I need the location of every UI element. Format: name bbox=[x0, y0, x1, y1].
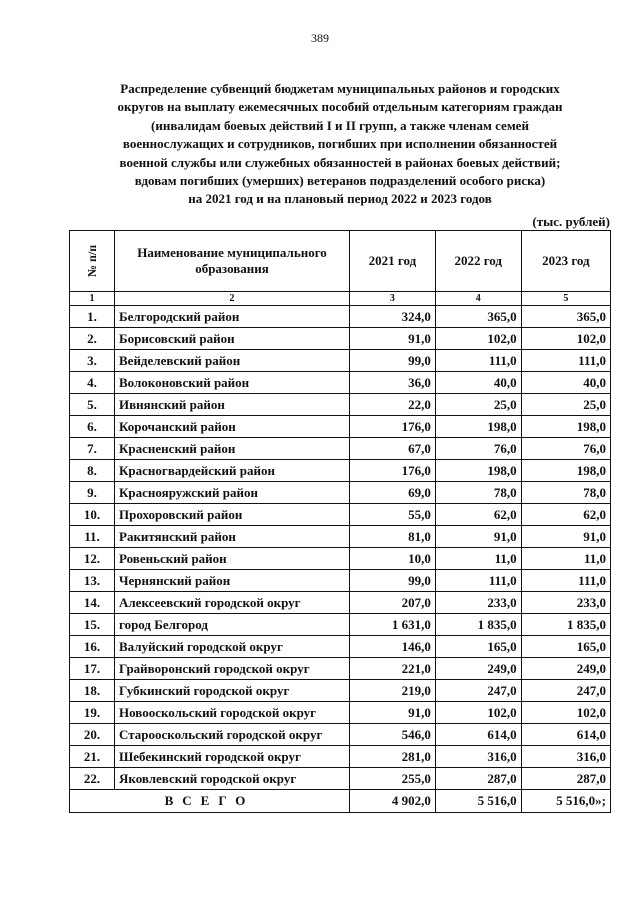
row-number: 8. bbox=[70, 460, 115, 482]
header-row bbox=[70, 231, 611, 292]
header-name bbox=[115, 231, 350, 292]
row-value-2021: 99,0 bbox=[350, 350, 436, 372]
row-name: Вейделевский район bbox=[115, 350, 350, 372]
row-number: 20. bbox=[70, 724, 115, 746]
row-value-2021: 281,0 bbox=[350, 746, 436, 768]
header-name-line: Наименование муниципального bbox=[137, 245, 327, 260]
row-value-2023: 102,0 bbox=[521, 328, 610, 350]
row-value-2023: 25,0 bbox=[521, 394, 610, 416]
table-row bbox=[70, 570, 611, 592]
row-name: Шебекинский городской округ bbox=[115, 746, 350, 768]
row-name: Яковлевский городской округ bbox=[115, 768, 350, 790]
header-2023: 2023 год bbox=[521, 231, 610, 292]
total-2022: 5 516,0 bbox=[435, 790, 521, 813]
row-value-2023: 233,0 bbox=[521, 592, 610, 614]
row-value-2023: 62,0 bbox=[521, 504, 610, 526]
total-label: ВСЕГО bbox=[70, 790, 350, 813]
row-value-2021: 91,0 bbox=[350, 702, 436, 724]
table-row bbox=[70, 306, 611, 328]
row-name: Прохоровский район bbox=[115, 504, 350, 526]
title-line: вдовам погибших (умерших) ветеранов подразделений особого риска) bbox=[134, 173, 546, 189]
row-value-2022: 62,0 bbox=[435, 504, 521, 526]
table-row bbox=[70, 438, 611, 460]
row-name: Ракитянский район bbox=[115, 526, 350, 548]
row-number: 22. bbox=[70, 768, 115, 790]
row-name: Корочанский район bbox=[115, 416, 350, 438]
row-value-2022: 198,0 bbox=[435, 460, 521, 482]
row-value-2022: 111,0 bbox=[435, 570, 521, 592]
row-value-2023: 198,0 bbox=[521, 460, 610, 482]
row-name: Красногвардейский район bbox=[115, 460, 350, 482]
row-value-2023: 40,0 bbox=[521, 372, 610, 394]
table-row bbox=[70, 746, 611, 768]
row-name: Чернянский район bbox=[115, 570, 350, 592]
row-number: 17. bbox=[70, 658, 115, 680]
row-value-2022: 247,0 bbox=[435, 680, 521, 702]
row-name: Губкинский городской округ bbox=[115, 680, 350, 702]
table-row bbox=[70, 526, 611, 548]
total-2023: 5 516,0»; bbox=[521, 790, 610, 813]
table-row bbox=[70, 372, 611, 394]
row-number: 14. bbox=[70, 592, 115, 614]
table-row bbox=[70, 614, 611, 636]
column-number-row bbox=[70, 292, 611, 306]
table-row bbox=[70, 328, 611, 350]
row-number: 1. bbox=[70, 306, 115, 328]
row-value-2021: 10,0 bbox=[350, 548, 436, 570]
row-name: Ивнянский район bbox=[115, 394, 350, 416]
row-value-2022: 165,0 bbox=[435, 636, 521, 658]
row-name: Старооскольский городской округ bbox=[115, 724, 350, 746]
row-value-2023: 76,0 bbox=[521, 438, 610, 460]
row-value-2021: 36,0 bbox=[350, 372, 436, 394]
row-value-2021: 1 631,0 bbox=[350, 614, 436, 636]
row-value-2023: 11,0 bbox=[521, 548, 610, 570]
row-value-2022: 316,0 bbox=[435, 746, 521, 768]
row-name: Красненский район bbox=[115, 438, 350, 460]
row-number: 19. bbox=[70, 702, 115, 724]
row-name: Белгородский район bbox=[115, 306, 350, 328]
table-row bbox=[70, 724, 611, 746]
row-value-2023: 165,0 bbox=[521, 636, 610, 658]
table-row bbox=[70, 702, 611, 724]
row-value-2021: 324,0 bbox=[350, 306, 436, 328]
row-value-2021: 22,0 bbox=[350, 394, 436, 416]
row-value-2023: 614,0 bbox=[521, 724, 610, 746]
title-line: на 2021 год и на плановый период 2022 и 2023 годов bbox=[188, 191, 492, 207]
row-number: 12. bbox=[70, 548, 115, 570]
title-line: (инвалидам боевых действий I и II групп, а также членам семей bbox=[151, 117, 529, 133]
table-row bbox=[70, 592, 611, 614]
header-number-text: № п/п bbox=[84, 244, 99, 278]
row-value-2021: 67,0 bbox=[350, 438, 436, 460]
row-number: 5. bbox=[70, 394, 115, 416]
row-value-2021: 255,0 bbox=[350, 768, 436, 790]
row-value-2023: 102,0 bbox=[521, 702, 610, 724]
row-name: Валуйский городской округ bbox=[115, 636, 350, 658]
row-value-2021: 219,0 bbox=[350, 680, 436, 702]
header-2022: 2022 год bbox=[435, 231, 521, 292]
row-value-2022: 91,0 bbox=[435, 526, 521, 548]
row-number: 4. bbox=[70, 372, 115, 394]
title-line: военнослужащих и сотрудников, погибших при исполнении обязанностей bbox=[122, 136, 558, 152]
row-value-2022: 198,0 bbox=[435, 416, 521, 438]
row-value-2023: 111,0 bbox=[521, 570, 610, 592]
row-name: Краснояружский район bbox=[115, 482, 350, 504]
row-name: Грайворонский городской округ bbox=[115, 658, 350, 680]
row-value-2022: 40,0 bbox=[435, 372, 521, 394]
row-value-2021: 99,0 bbox=[350, 570, 436, 592]
units-label: (тыс. рублей) bbox=[532, 214, 610, 229]
row-number: 9. bbox=[70, 482, 115, 504]
row-value-2023: 247,0 bbox=[521, 680, 610, 702]
column-number: 1 bbox=[70, 292, 115, 306]
table-row bbox=[70, 658, 611, 680]
row-name: Ровеньский район bbox=[115, 548, 350, 570]
row-value-2022: 76,0 bbox=[435, 438, 521, 460]
row-value-2022: 25,0 bbox=[435, 394, 521, 416]
row-value-2023: 316,0 bbox=[521, 746, 610, 768]
table-row bbox=[70, 768, 611, 790]
page-number: 389 bbox=[311, 31, 329, 45]
row-value-2023: 78,0 bbox=[521, 482, 610, 504]
row-value-2022: 233,0 bbox=[435, 592, 521, 614]
table-row bbox=[70, 416, 611, 438]
total-2021: 4 902,0 bbox=[350, 790, 436, 813]
row-value-2022: 1 835,0 bbox=[435, 614, 521, 636]
row-value-2022: 614,0 bbox=[435, 724, 521, 746]
row-value-2023: 111,0 bbox=[521, 350, 610, 372]
row-value-2023: 249,0 bbox=[521, 658, 610, 680]
row-value-2022: 102,0 bbox=[435, 328, 521, 350]
row-number: 21. bbox=[70, 746, 115, 768]
row-value-2022: 287,0 bbox=[435, 768, 521, 790]
row-value-2021: 81,0 bbox=[350, 526, 436, 548]
row-value-2022: 249,0 bbox=[435, 658, 521, 680]
table-row bbox=[70, 482, 611, 504]
table-row bbox=[70, 350, 611, 372]
row-value-2022: 11,0 bbox=[435, 548, 521, 570]
row-number: 3. bbox=[70, 350, 115, 372]
row-value-2021: 546,0 bbox=[350, 724, 436, 746]
row-value-2023: 1 835,0 bbox=[521, 614, 610, 636]
row-number: 7. bbox=[70, 438, 115, 460]
header-name-line: образования bbox=[195, 261, 269, 276]
row-name: город Белгород bbox=[115, 614, 350, 636]
row-value-2021: 55,0 bbox=[350, 504, 436, 526]
table-row bbox=[70, 504, 611, 526]
row-number: 10. bbox=[70, 504, 115, 526]
title-line: Распределение субвенций бюджетам муниципальных районов и городских bbox=[120, 81, 560, 96]
table-row bbox=[70, 636, 611, 658]
row-name: Волоконовский район bbox=[115, 372, 350, 394]
table-row bbox=[70, 548, 611, 570]
header-2021: 2021 год bbox=[350, 231, 436, 292]
row-value-2021: 176,0 bbox=[350, 460, 436, 482]
row-value-2022: 102,0 bbox=[435, 702, 521, 724]
row-value-2021: 91,0 bbox=[350, 328, 436, 350]
row-value-2022: 111,0 bbox=[435, 350, 521, 372]
row-name: Алексеевский городской округ bbox=[115, 592, 350, 614]
subsidy-table bbox=[69, 230, 611, 813]
table-row bbox=[70, 394, 611, 416]
row-number: 16. bbox=[70, 636, 115, 658]
column-number: 3 bbox=[350, 292, 436, 306]
row-number: 6. bbox=[70, 416, 115, 438]
row-value-2023: 91,0 bbox=[521, 526, 610, 548]
document-title bbox=[70, 80, 610, 209]
title-line: военной службы или служебных обязанностей в районах боевых действий; bbox=[119, 154, 561, 170]
row-name: Борисовский район bbox=[115, 328, 350, 350]
title-line: округов на выплату ежемесячных пособий отдельным категориям граждан bbox=[117, 99, 563, 115]
row-value-2023: 198,0 bbox=[521, 416, 610, 438]
header-number bbox=[70, 231, 115, 292]
row-value-2021: 176,0 bbox=[350, 416, 436, 438]
row-number: 15. bbox=[70, 614, 115, 636]
column-number: 5 bbox=[521, 292, 610, 306]
row-number: 11. bbox=[70, 526, 115, 548]
row-number: 2. bbox=[70, 328, 115, 350]
row-value-2023: 287,0 bbox=[521, 768, 610, 790]
row-value-2021: 207,0 bbox=[350, 592, 436, 614]
total-row bbox=[70, 790, 611, 813]
row-number: 18. bbox=[70, 680, 115, 702]
row-number: 13. bbox=[70, 570, 115, 592]
row-value-2021: 146,0 bbox=[350, 636, 436, 658]
row-name: Новооскольский городской округ bbox=[115, 702, 350, 724]
column-number: 4 bbox=[435, 292, 521, 306]
row-value-2023: 365,0 bbox=[521, 306, 610, 328]
row-value-2021: 69,0 bbox=[350, 482, 436, 504]
column-number: 2 bbox=[115, 292, 350, 306]
table-row bbox=[70, 680, 611, 702]
row-value-2021: 221,0 bbox=[350, 658, 436, 680]
row-value-2022: 365,0 bbox=[435, 306, 521, 328]
row-value-2022: 78,0 bbox=[435, 482, 521, 504]
table-row bbox=[70, 460, 611, 482]
